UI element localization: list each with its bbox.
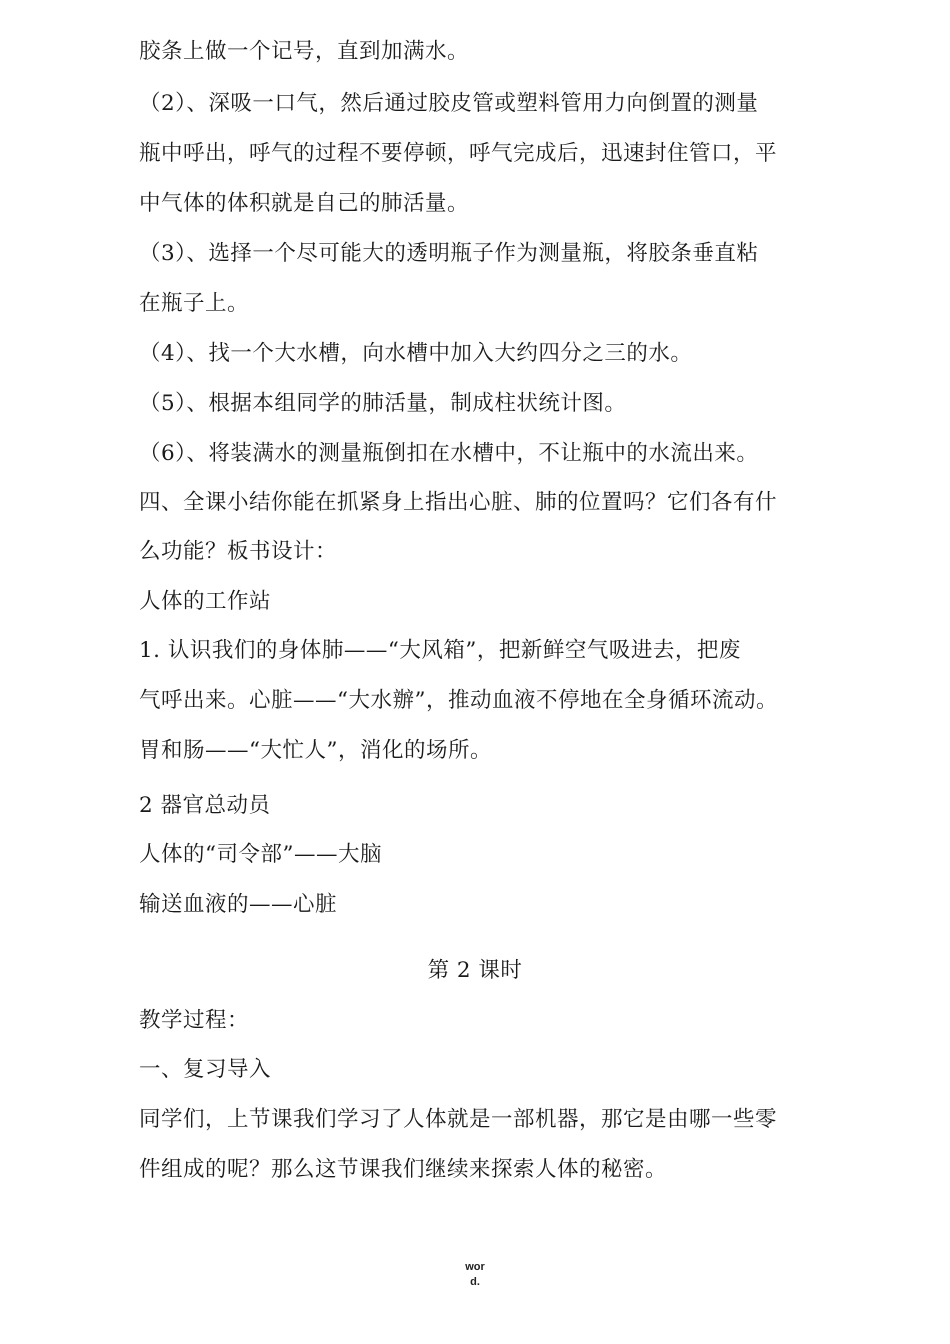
text-line: 中气体的体积就是自己的肺活量。: [139, 191, 470, 216]
text-line: 人体的“司令部”——大脑: [139, 842, 382, 867]
text-line: 瓶中呼出，呼气的过程不要停顿，呼气完成后，迅速封住管口，平: [139, 141, 778, 166]
text-line: 1. 认识我们的身体肺——“大风箱”，把新鲜空气吸进去，把废: [139, 638, 741, 663]
text-line: 胃和肠——“大忙人”，消化的场所。: [139, 738, 492, 763]
text-line: 教学过程：: [139, 1008, 250, 1033]
text-line: （3）、选择一个尽可能大的透明瓶子作为测量瓶，将胶条垂直粘: [139, 241, 759, 266]
text-line: 气呼出来。心脏——“大水辦”，推动血液不停地在全身循环流动。: [139, 688, 778, 713]
text-line: 四、全课小结你能在抓紧身上指出心脏、肺的位置吗？它们各有什: [139, 490, 778, 515]
text-line: 件组成的呢？那么这节课我们继续来探索人体的秘密。: [139, 1157, 668, 1182]
text-line: 同学们，上节课我们学习了人体就是一部机器，那它是由哪一些零: [139, 1107, 778, 1132]
text-line: 输送血液的——心脏: [139, 892, 338, 917]
text-line: 在瓶子上。: [139, 291, 250, 316]
text-line: （4）、找一个大水槽，向水槽中加入大约四分之三的水。: [139, 341, 693, 366]
text-line: （5）、根据本组同学的肺活量，制成柱状统计图。: [139, 391, 627, 416]
footer-text: d.: [470, 1276, 480, 1288]
text-line: 么功能？板书设计：: [139, 539, 338, 564]
text-line: 胶条上做一个记号，直到加满水。: [139, 39, 470, 64]
text-line: （2）、深吸一口气，然后通过胶皮管或塑料管用力向倒置的测量: [139, 91, 759, 116]
section-heading: 人体的工作站: [139, 589, 272, 614]
lesson-title: 第 2 课时: [427, 958, 523, 983]
section-heading: 一、复习导入: [139, 1057, 272, 1082]
text-line: 2 器官总动员: [139, 793, 271, 818]
footer-text: wor: [465, 1261, 485, 1273]
text-line: （6）、将装满水的测量瓶倒扣在水槽中，不让瓶中的水流出来。: [139, 441, 759, 466]
